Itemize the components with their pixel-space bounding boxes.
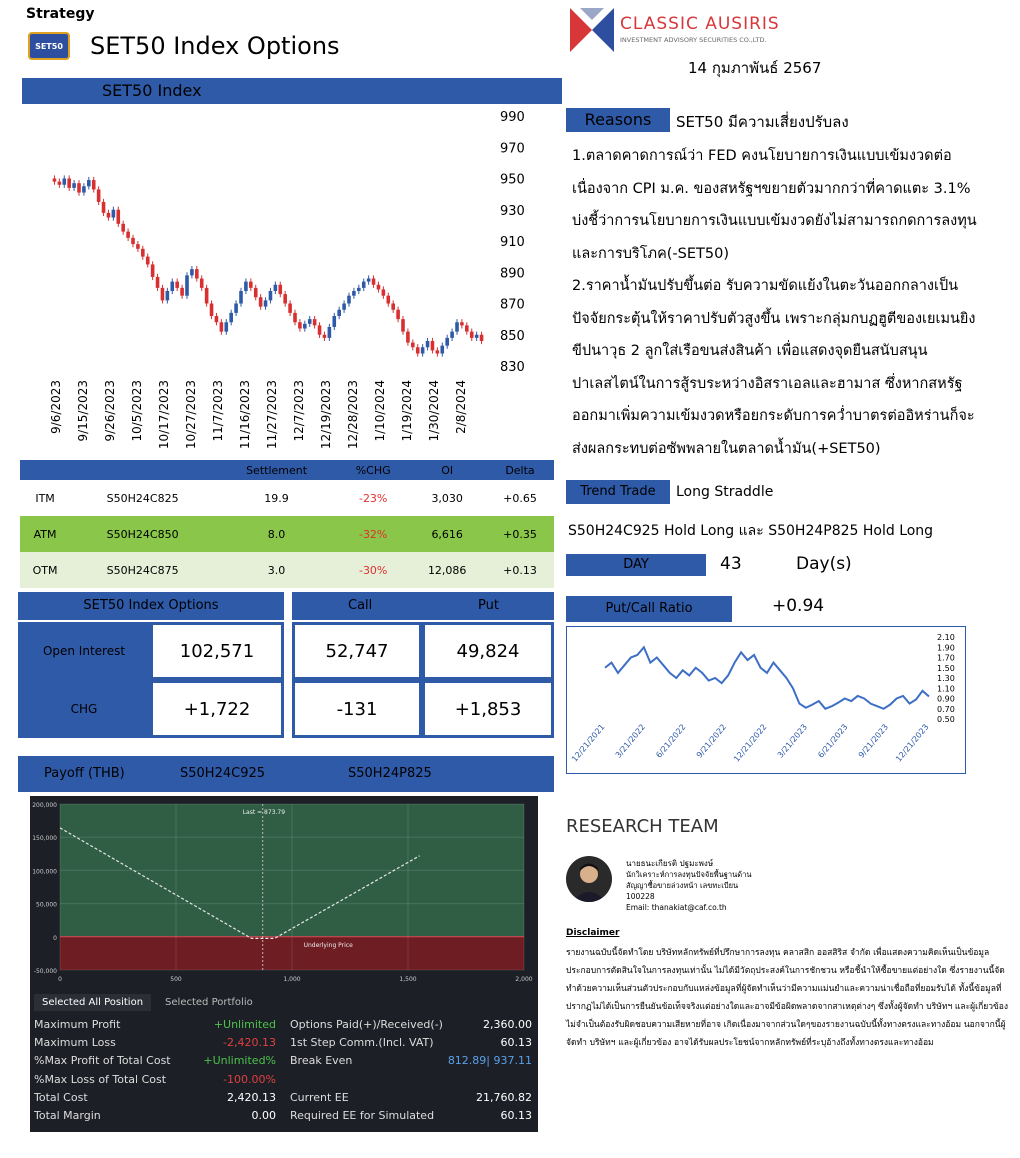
candle-body — [97, 189, 101, 202]
set50-candlestick-chart — [22, 104, 562, 456]
candle-body — [391, 304, 395, 310]
cell-series: S50H24C850 — [70, 516, 215, 552]
summary-title: SET50 Index Options — [18, 592, 284, 620]
reason-line: 1.ตลาดคาดการณ์ว่า FED คงนโยบายการเงินแบบเข้มงวดต่อ — [572, 148, 952, 164]
table-row — [20, 552, 554, 588]
day-value: 43 — [720, 554, 742, 574]
stat-value: 60.13 — [500, 1108, 532, 1122]
underlying-price-label: Underlying Price — [303, 941, 353, 949]
cell-oi: 3,030 — [431, 491, 463, 505]
x-tick-label: 1/10/2024 — [373, 380, 387, 442]
candle-body — [436, 350, 440, 353]
candle-body — [288, 304, 292, 313]
cell-chg: -32% — [338, 516, 408, 552]
candle-body — [445, 338, 449, 346]
candle-body — [406, 332, 410, 343]
payoff-x-tick-label: 500 — [170, 976, 182, 983]
analyst-email: Email: thanakiat@caf.co.th — [626, 903, 727, 912]
payoff-y-tick-label: 0 — [53, 934, 57, 942]
candle-body — [411, 343, 415, 348]
candle-body — [87, 180, 91, 186]
oi-put: 49,824 — [422, 622, 554, 680]
x-tick-label: 12/7/2023 — [292, 380, 306, 442]
last-price-label: Last = 873.79 — [242, 809, 286, 816]
analyst-license: 100228 — [626, 892, 655, 901]
candle-body — [352, 291, 356, 296]
candle-body — [53, 179, 57, 182]
options-table — [20, 460, 554, 588]
candle-body — [161, 288, 165, 301]
candle-body — [224, 322, 228, 331]
candle-body — [244, 282, 248, 291]
reason-line: ขีปนาวุธ 2 ลูกใส่เรือขนส่งสินค้า เพื่อแสดงจุดยืนสนับสนุน — [572, 343, 928, 359]
cell-settlement: 19.9 — [264, 491, 289, 505]
candle-body — [151, 264, 155, 277]
candle-body — [337, 310, 341, 316]
candle-body — [58, 182, 62, 185]
x-tick-label: 12/28/2023 — [346, 380, 360, 450]
stat-value: 0.00 — [251, 1108, 276, 1122]
stat-value: -2,420.13 — [223, 1036, 276, 1050]
candle-body — [396, 310, 400, 319]
day-label: DAY — [566, 554, 706, 576]
put-header: Put — [478, 598, 499, 613]
oi-total: 102,571 — [150, 622, 284, 680]
x-tick-label: 11/7/2023 — [211, 380, 225, 442]
candle-body — [328, 327, 332, 338]
candle-body — [480, 335, 484, 341]
y-tick-label: 830 — [500, 360, 525, 375]
candle-body — [234, 304, 238, 313]
candle-body — [249, 282, 253, 288]
payoff-tab[interactable]: Selected Portfolio — [165, 997, 253, 1008]
stat-label: Maximum Profit — [34, 1018, 121, 1031]
cell-series: S50H24C825 — [106, 491, 179, 505]
x-tick-label: 12/19/2023 — [319, 380, 333, 450]
candle-body — [67, 179, 71, 188]
x-tick-label: 10/27/2023 — [184, 380, 198, 450]
pc-series-line — [605, 647, 929, 709]
stat-label: Maximum Loss — [34, 1036, 116, 1050]
pc-y-tick-label: 0.50 — [937, 715, 955, 724]
candle-body — [455, 322, 459, 331]
analyst-avatar — [566, 856, 612, 902]
day-unit: Day(s) — [796, 554, 852, 574]
stat-row — [34, 1073, 534, 1091]
stat-row — [34, 1091, 534, 1109]
reason-line: 2.ราคาน้ำมันปรับขึ้นต่อ รับความขัดแย้งในตะวันออกกลางเป็น — [572, 278, 959, 294]
cell-chg: -23% — [358, 491, 388, 505]
candle-body — [416, 347, 420, 353]
y-tick-label: 850 — [500, 328, 525, 344]
reason-line: และการบริโภค(-SET50) — [572, 245, 729, 262]
column-header: Delta — [486, 460, 554, 480]
column-header: OI — [408, 460, 486, 480]
y-tick-label: 870 — [500, 297, 525, 313]
candle-body — [166, 291, 170, 300]
company-subtitle: INVESTMENT ADVISORY SECURITIES CO.,LTD. — [620, 36, 767, 44]
candle-body — [141, 249, 145, 257]
candle-body — [475, 335, 479, 338]
candle-body — [126, 232, 130, 238]
chg-call: -131 — [292, 680, 422, 738]
candle-body — [440, 346, 444, 354]
candle-body — [465, 325, 469, 331]
cell-settlement: 3.0 — [215, 552, 338, 588]
reason-line: เนื่องจาก CPI ม.ค. ของสหรัฐฯขยายตัวมากกว่าที่คาดแตะ 3.1% — [572, 180, 971, 197]
pc-y-tick-label: 0.90 — [937, 694, 955, 704]
call-header: Call — [348, 598, 373, 613]
candle-body — [386, 296, 390, 304]
research-team-title: RESEARCH TEAM — [566, 816, 719, 837]
table-row — [20, 480, 554, 516]
y-tick-label: 990 — [500, 110, 525, 125]
candle-body — [470, 332, 474, 338]
chg-label: CHG — [18, 680, 150, 738]
candle-body — [92, 180, 96, 189]
trend-value: Long Straddle — [676, 484, 774, 500]
payoff-y-tick-label: -50,000 — [33, 968, 57, 975]
payoff-x-tick-label: 1,000 — [283, 976, 301, 983]
candle-body — [313, 319, 317, 325]
stat-value: -100.00% — [223, 1072, 276, 1086]
candle-body — [303, 324, 307, 329]
stat-value: 2,420.13 — [227, 1090, 276, 1104]
payoff-x-tick-label: 1,500 — [399, 976, 417, 983]
payoff-panel — [30, 796, 538, 1132]
candle-body — [377, 285, 381, 290]
candle-body — [426, 341, 430, 347]
candle-body — [323, 335, 327, 338]
stat-value: 21,760.82 — [476, 1090, 532, 1104]
reason-line: ออกมาเพิ่มความเข้มงวดหรือยกระดับการคว่ำบาตรต่ออิหร่านก็จะ — [572, 408, 975, 424]
candle-body — [239, 291, 243, 304]
candle-body — [342, 304, 346, 310]
put-call-label: Put/Call Ratio — [566, 596, 732, 622]
analyst-role2: สัญญาซื้อขายล่วงหน้า เลขทะเบียน — [626, 881, 739, 890]
company-name: CLASSIC AUSIRIS — [620, 14, 780, 34]
stat-row — [34, 1109, 534, 1127]
candle-body — [293, 313, 297, 322]
stat-value: +Unlimited% — [203, 1054, 276, 1068]
x-tick-label: 9/6/2023 — [49, 380, 63, 434]
cell-settlement: 8.0 — [215, 516, 338, 552]
candle-body — [229, 313, 233, 322]
candle-body — [274, 285, 278, 291]
stat-label: %Max Loss of Total Cost — [34, 1072, 167, 1086]
oi-label: Open Interest — [18, 622, 150, 680]
strategy-description: S50H24C925 Hold Long และ S50H24P825 Hold Long — [568, 523, 934, 539]
cell-moneyness: ATM — [20, 516, 70, 552]
reasons-body — [572, 140, 1012, 465]
x-tick-label: 9/26/2023 — [103, 380, 117, 442]
candle-body — [107, 213, 111, 218]
payoff-y-tick-label: 150,000 — [32, 835, 57, 843]
candle-body — [401, 319, 405, 332]
column-header: Settlement — [215, 460, 338, 480]
cell-oi: 6,616 — [408, 516, 486, 552]
disclaimer-body: รายงานฉบับนี้จัดทำโดย บริษัทหลักทรัพย์ที่ปรึกษาการลงทุน คลาสสิก ออสสิริส จำกัด เพื่อแสดงความคิดเห็นเป็นข้อมูลประกอบการตัดสินใจในการลงทุนเท่านั้น ไม่ได้มีวัตถุประสงค์ในการชักชวน หรือชี้นำให้ซื้อขายแต่อย่างใด ซึ่งรายงานนี้จัดทำด้วยความเห็นส่วนตัวประกอบกับแหล่งข้อมูลที่ผู้จัดทำเห็นว่ามีความแม่นยำและความน่าเชื่อถือที่ยอมรับได้ ทั้งนี้ข้อมูลที่ปรากฏไม่ได้เป็นการยืนยันข้อเท็จจริงแต่อย่างใดและอาจมีข้อผิดพลาดจากสาเหตุต่างๆ ซึ่งทั้งผู้จัดทำ บริษัทฯ และผู้เกี่ยวข้องไม่จำเป็นต้องรับผิดชอบความเสียหายที่อาจ เกิดเนื่องมาจากส่วนใดๆของรายงานฉบับนี้ทั้งทางตรงและทางอ้อม นอกจากนี้ผู้จัดทำ บริษัทฯ และผู้เกี่ยวข้อง อาจได้รับผลประโยชน์จากหลักทรัพย์ที่ระบุอ้างถึงทั้งทางตรงและทางอ้อม — [566, 948, 1009, 1048]
pc-y-tick-label: 1.50 — [937, 663, 955, 673]
payoff-x-tick-label: 0 — [58, 976, 62, 983]
payoff-leg1: S50H24C925 — [180, 766, 266, 781]
pc-y-tick-label: 0.70 — [937, 704, 955, 714]
candle-body — [318, 325, 322, 334]
payoff-x-tick-label: 2,000 — [515, 976, 533, 983]
pc-x-tick-label: 9/21/2022 — [694, 722, 729, 760]
candle-body — [367, 279, 371, 282]
candle-body — [72, 183, 76, 188]
candle-body — [362, 282, 366, 288]
payoff-leg2: S50H24P825 — [348, 766, 432, 781]
candle-body — [259, 297, 263, 306]
chg-put: +1,853 — [422, 680, 554, 738]
candle-body — [308, 319, 312, 324]
cell-moneyness: OTM — [20, 552, 70, 588]
y-tick-label: 970 — [500, 141, 525, 157]
candle-body — [136, 244, 140, 249]
cell-moneyness: ITM — [35, 491, 55, 505]
cell-chg: -30% — [338, 552, 408, 588]
reason-line: บ่งชี้ว่าการนโยบายการเงินแบบเข้มงวดยังไม่สามารถกดการลงทุน — [572, 213, 977, 229]
stat-value: 812.89| 937.11 — [447, 1054, 532, 1068]
stat-label: Options Paid(+)/Received(-) — [290, 1018, 443, 1031]
stat-row — [34, 1054, 534, 1072]
stat-label: Required EE for Simulated — [290, 1108, 435, 1122]
trend-label: Trend Trade — [566, 480, 670, 504]
candle-body — [146, 257, 150, 265]
candle-body — [382, 289, 386, 295]
x-tick-label: 2/8/2024 — [454, 380, 468, 434]
candle-body — [372, 279, 376, 285]
stat-row — [34, 1018, 534, 1036]
reasons-label: Reasons — [566, 108, 670, 132]
payoff-tab[interactable]: Selected All Position — [34, 994, 151, 1011]
chg-total: +1,722 — [150, 680, 284, 738]
index-panel-title: SET50 Index — [22, 78, 562, 104]
candle-body — [82, 186, 86, 192]
disclaimer-title: Disclaimer — [566, 928, 620, 938]
y-tick-label: 950 — [500, 172, 525, 188]
company-logo-icon — [570, 8, 614, 52]
candle-body — [77, 183, 81, 192]
candle-body — [347, 296, 351, 304]
candle-body — [156, 277, 160, 288]
candle-body — [298, 322, 302, 328]
candle-body — [131, 238, 135, 244]
candle-body — [205, 288, 209, 304]
analyst-role: นักวิเคราะห์การลงทุนปัจจัยพื้นฐานด้าน — [626, 870, 752, 879]
reason-line: ปาเลสไตน์ในการสู้รบระหว่างอิสราเอลและฮามาส ซึ่งหากสหรัฐ — [572, 375, 963, 392]
candle-body — [357, 288, 361, 291]
stat-value: 60.13 — [500, 1036, 532, 1050]
stat-row — [34, 1036, 534, 1054]
analyst-name: นายธนะเกียรติ ปฐมะพงษ์ — [626, 859, 714, 868]
cell-delta: +0.65 — [503, 491, 537, 505]
reason-line: ส่งผลกระทบต่อซัพพลายในตลาดน้ำมัน(+SET50) — [572, 440, 881, 457]
candle-body — [220, 322, 224, 331]
stat-value: +Unlimited — [213, 1018, 276, 1031]
pc-x-tick-label: 12/21/2022 — [731, 722, 769, 764]
candle-body — [195, 269, 199, 278]
candle-body — [431, 341, 435, 350]
reasons-summary: SET50 มีความเสี่ยงปรับลง — [676, 113, 849, 131]
payoff-stats — [34, 1018, 534, 1127]
pc-x-tick-label: 3/21/2022 — [613, 722, 648, 760]
pc-y-tick-label: 2.10 — [937, 633, 955, 642]
pc-x-tick-label: 9/21/2023 — [856, 722, 891, 760]
candle-body — [170, 282, 174, 291]
pc-y-tick-label: 1.30 — [937, 674, 955, 683]
candle-body — [102, 202, 106, 213]
x-tick-label: 1/30/2024 — [427, 380, 441, 442]
stat-label: Current EE — [290, 1090, 349, 1104]
candle-body — [116, 210, 120, 224]
payoff-tabs — [30, 994, 538, 1014]
pc-y-tick-label: 1.10 — [937, 684, 955, 694]
candle-body — [185, 275, 189, 295]
summary-grid — [18, 622, 554, 738]
column-header — [20, 460, 70, 480]
reason-line: ปัจจัยกระตุ้นให้ราคาปรับตัวสูงขึ้น เพราะกลุ่มกบฏฮูตีของเยเมนยิง — [572, 310, 976, 327]
cell-oi: 12,086 — [408, 552, 486, 588]
candle-body — [200, 279, 204, 288]
strategy-label: Strategy — [26, 6, 95, 22]
x-tick-label: 10/5/2023 — [130, 380, 144, 442]
put-call-ratio-chart — [567, 627, 965, 773]
payoff-y-tick-label: 100,000 — [32, 868, 57, 876]
pc-x-tick-label: 3/21/2023 — [775, 722, 810, 760]
column-header: %CHG — [338, 460, 408, 480]
pc-y-tick-label: 1.70 — [937, 653, 955, 663]
summary-call-put-header — [292, 592, 554, 620]
payoff-header — [18, 756, 554, 792]
pc-x-tick-label: 6/21/2023 — [816, 722, 850, 760]
pc-x-tick-label: 12/21/2023 — [893, 722, 931, 764]
payoff-chart — [30, 796, 538, 992]
x-tick-label: 10/17/2023 — [157, 380, 171, 450]
candle-body — [278, 285, 282, 294]
x-tick-label: 11/27/2023 — [265, 380, 279, 450]
candle-body — [215, 316, 219, 322]
candle-body — [254, 288, 258, 297]
stat-label: %Max Profit of Total Cost — [34, 1054, 171, 1068]
pc-y-tick-label: 1.90 — [937, 643, 955, 653]
stat-label: 1st Step Comm.(Incl. VAT) — [290, 1036, 434, 1050]
stat-label: Total Cost — [34, 1090, 88, 1104]
x-tick-label: 1/19/2024 — [400, 380, 414, 442]
candle-body — [460, 322, 464, 325]
candle-body — [421, 347, 425, 353]
payoff-y-tick-label: 200,000 — [32, 802, 57, 809]
y-tick-label: 890 — [500, 266, 525, 282]
candle-body — [283, 294, 287, 303]
candle-body — [180, 288, 184, 296]
y-tick-label: 930 — [500, 203, 525, 219]
set50-logo: SET50 — [28, 32, 70, 60]
oi-call: 52,747 — [292, 622, 422, 680]
x-tick-label: 11/16/2023 — [238, 380, 252, 450]
cell-series: S50H24C875 — [70, 552, 215, 588]
candle-body — [121, 224, 125, 232]
analyst-info — [626, 858, 786, 913]
candle-body — [450, 332, 454, 338]
y-tick-label: 910 — [500, 235, 525, 250]
payoff-y-tick-label: 50,000 — [36, 901, 57, 909]
cell-delta: +0.35 — [486, 516, 554, 552]
payoff-label: Payoff (THB) — [44, 766, 125, 781]
candle-body — [62, 179, 66, 185]
stat-label: Total Margin — [34, 1108, 101, 1122]
x-tick-label: 9/15/2023 — [76, 380, 90, 442]
table-row — [20, 516, 554, 552]
report-date: 14 กุมภาพันธ์ 2567 — [688, 59, 822, 77]
candle-body — [112, 210, 116, 218]
stat-value: 2,360.00 — [483, 1018, 532, 1031]
page-title: SET50 Index Options — [90, 32, 340, 60]
cell-delta: +0.13 — [486, 552, 554, 588]
candle-body — [210, 304, 214, 317]
candle-body — [264, 300, 268, 306]
candle-body — [190, 269, 194, 275]
candle-body — [175, 282, 179, 288]
column-header — [70, 460, 215, 480]
stat-label: Break Even — [290, 1054, 353, 1068]
pc-x-tick-label: 6/21/2022 — [654, 722, 688, 760]
candle-body — [269, 291, 273, 300]
candle-body — [332, 316, 336, 327]
pc-x-tick-label: 12/21/2021 — [569, 722, 607, 764]
put-call-value: +0.94 — [772, 596, 825, 616]
put-call-chart-frame — [566, 626, 966, 774]
